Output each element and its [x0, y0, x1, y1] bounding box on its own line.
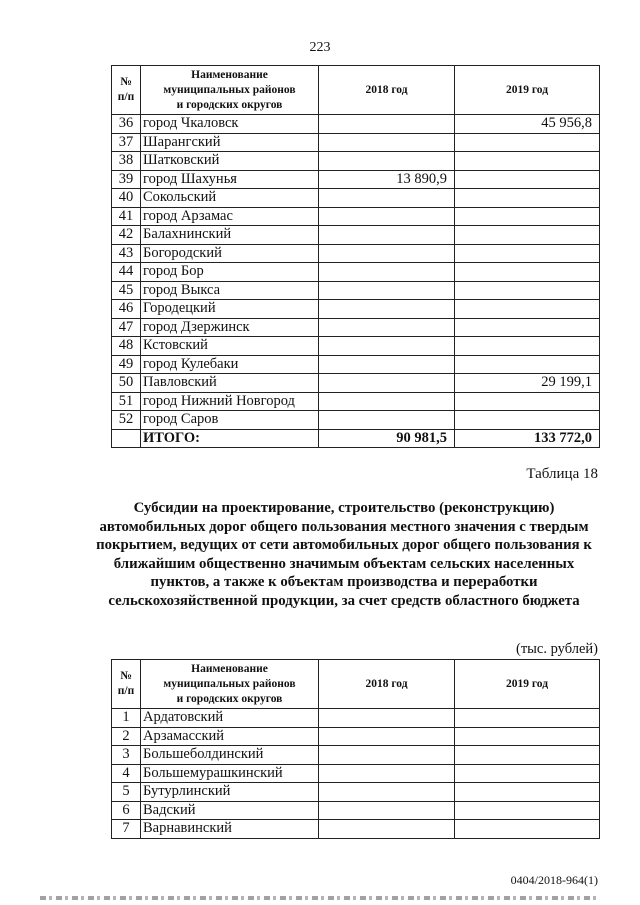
row-value-2018 [319, 244, 455, 263]
row-number: 6 [112, 801, 141, 820]
header-number: № п/п [112, 66, 141, 115]
table-row [112, 355, 600, 374]
row-name: город Выкса [141, 281, 319, 300]
row-value-2019 [455, 207, 600, 226]
row-value-2019 [455, 189, 600, 208]
row-number: 2 [112, 727, 141, 746]
row-value-2018 [319, 337, 455, 356]
row-name: Балахнинский [141, 226, 319, 245]
table-row [112, 411, 600, 430]
row-number: 37 [112, 133, 141, 152]
row-name: Павловский [141, 374, 319, 393]
row-name: город Чкаловск [141, 115, 319, 134]
row-value-2018 [319, 318, 455, 337]
total-label: ИТОГО: [141, 429, 319, 448]
row-value-2019 [455, 764, 600, 783]
row-value-2019 [455, 133, 600, 152]
total-2018: 90 981,5 [319, 429, 455, 448]
row-value-2019 [455, 392, 600, 411]
row-number: 44 [112, 263, 141, 282]
data-table-1 [111, 65, 600, 448]
row-value-2018: 13 890,9 [319, 170, 455, 189]
row-value-2018 [319, 300, 455, 319]
row-value-2019: 45 956,8 [455, 115, 600, 134]
row-value-2018 [319, 746, 455, 765]
row-value-2019 [455, 709, 600, 728]
row-value-2019 [455, 355, 600, 374]
table-row [112, 115, 600, 134]
row-value-2018 [319, 392, 455, 411]
header-2019: 2019 год [455, 66, 600, 115]
row-number: 3 [112, 746, 141, 765]
total-number-cell [112, 429, 141, 448]
row-number: 47 [112, 318, 141, 337]
units-label: (тыс. рублей) [516, 641, 598, 657]
table-row [112, 746, 600, 765]
row-number: 48 [112, 337, 141, 356]
row-value-2018 [319, 355, 455, 374]
row-name: Кстовский [141, 337, 319, 356]
row-value-2018 [319, 764, 455, 783]
row-value-2019 [455, 801, 600, 820]
table-row [112, 374, 600, 393]
row-name: Городецкий [141, 300, 319, 319]
row-name: город Шахунья [141, 170, 319, 189]
row-value-2019 [455, 783, 600, 802]
row-name: город Дзержинск [141, 318, 319, 337]
row-value-2018 [319, 281, 455, 300]
table-row [112, 820, 600, 839]
row-number: 4 [112, 764, 141, 783]
table-row [112, 133, 600, 152]
row-value-2018 [319, 263, 455, 282]
row-number: 43 [112, 244, 141, 263]
scan-edge-artifact [40, 896, 600, 900]
table-row [112, 783, 600, 802]
table-row [112, 170, 600, 189]
row-name: Большемурашкинский [141, 764, 319, 783]
row-number: 49 [112, 355, 141, 374]
row-number: 41 [112, 207, 141, 226]
row-value-2019: 29 199,1 [455, 374, 600, 393]
row-number: 38 [112, 152, 141, 171]
table-row [112, 337, 600, 356]
row-value-2018 [319, 374, 455, 393]
row-number: 42 [112, 226, 141, 245]
data-table-2 [111, 659, 600, 839]
row-name: Ардатовский [141, 709, 319, 728]
row-name: Сокольский [141, 189, 319, 208]
row-value-2018 [319, 709, 455, 728]
row-number: 5 [112, 783, 141, 802]
table-header-row [112, 66, 600, 115]
header-2019: 2019 год [455, 660, 600, 709]
row-number: 50 [112, 374, 141, 393]
header-2018: 2018 год [319, 660, 455, 709]
row-number: 40 [112, 189, 141, 208]
page-number: 223 [309, 40, 331, 55]
total-2019: 133 772,0 [455, 429, 600, 448]
table-row [112, 764, 600, 783]
table-row [112, 226, 600, 245]
total-row [112, 429, 600, 448]
header-name: Наименование муниципальных районов и городских округов [141, 660, 319, 709]
row-value-2018 [319, 207, 455, 226]
row-value-2019 [455, 727, 600, 746]
row-value-2018 [319, 189, 455, 208]
row-name: город Арзамас [141, 207, 319, 226]
row-number: 39 [112, 170, 141, 189]
row-name: Бутурлинский [141, 783, 319, 802]
table-row [112, 189, 600, 208]
table-row [112, 281, 600, 300]
row-value-2019 [455, 300, 600, 319]
row-value-2019 [455, 820, 600, 839]
table-caption: Таблица 18 [526, 466, 598, 482]
row-value-2019 [455, 244, 600, 263]
row-value-2018 [319, 411, 455, 430]
section-title: Субсидии на проектирование, строительство (реконструкцию) автомобильных дорог общего пользования местного значения с твердым покрытием, ведущих от сети автомобильных дорог общего пользования к ближайшим общественно значимым объектам сельских населенных пунктов, а также к объектам производства и переработки сельскохозяйственной продукции, за счет средств областного бюджета [96, 500, 592, 609]
table-row [112, 709, 600, 728]
row-name: Большеболдинский [141, 746, 319, 765]
table-row [112, 207, 600, 226]
row-value-2018 [319, 783, 455, 802]
row-name: город Нижний Новгород [141, 392, 319, 411]
row-value-2019 [455, 411, 600, 430]
row-name: Арзамасский [141, 727, 319, 746]
row-name: Вадский [141, 801, 319, 820]
row-name: город Бор [141, 263, 319, 282]
row-value-2019 [455, 318, 600, 337]
header-name: Наименование муниципальных районов и городских округов [141, 66, 319, 115]
table-row [112, 801, 600, 820]
row-number: 7 [112, 820, 141, 839]
row-name: Шатковский [141, 152, 319, 171]
row-number: 51 [112, 392, 141, 411]
row-name: Варнавинский [141, 820, 319, 839]
row-number: 36 [112, 115, 141, 134]
row-number: 1 [112, 709, 141, 728]
document-code: 0404/2018-964(1) [510, 873, 598, 887]
row-value-2019 [455, 746, 600, 765]
header-number: № п/п [112, 660, 141, 709]
table-row [112, 727, 600, 746]
row-number: 45 [112, 281, 141, 300]
row-name: город Саров [141, 411, 319, 430]
row-value-2018 [319, 801, 455, 820]
row-value-2018 [319, 226, 455, 245]
table-row [112, 244, 600, 263]
header-2018: 2018 год [319, 66, 455, 115]
row-value-2019 [455, 337, 600, 356]
row-value-2019 [455, 281, 600, 300]
table-row [112, 300, 600, 319]
row-name: Богородский [141, 244, 319, 263]
row-value-2019 [455, 152, 600, 171]
row-value-2018 [319, 152, 455, 171]
table-row [112, 263, 600, 282]
row-value-2019 [455, 170, 600, 189]
table-row [112, 318, 600, 337]
row-name: город Кулебаки [141, 355, 319, 374]
row-value-2019 [455, 263, 600, 282]
row-value-2018 [319, 133, 455, 152]
row-value-2018 [319, 820, 455, 839]
row-name: Шарангский [141, 133, 319, 152]
table-row [112, 152, 600, 171]
table-row [112, 392, 600, 411]
row-number: 52 [112, 411, 141, 430]
row-value-2019 [455, 226, 600, 245]
table-header-row [112, 660, 600, 709]
row-number: 46 [112, 300, 141, 319]
row-value-2018 [319, 727, 455, 746]
row-value-2018 [319, 115, 455, 134]
